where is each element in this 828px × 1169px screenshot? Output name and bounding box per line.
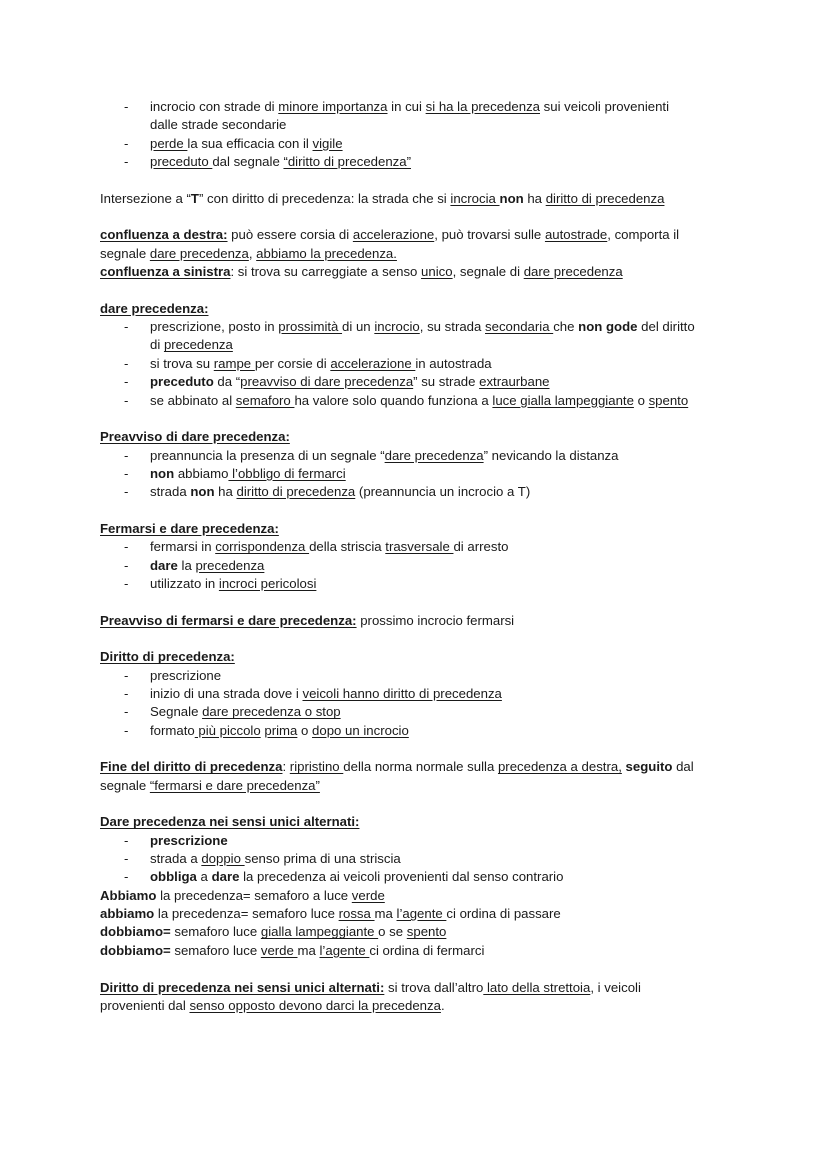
- text: ” nevicando la distanza: [483, 447, 619, 463]
- text: o: [297, 722, 313, 738]
- text: la sua efficacia con il: [187, 135, 313, 151]
- bullet-dash: -: [124, 154, 129, 170]
- underlined-text: l’obbligo di fermarci: [228, 465, 346, 481]
- text: di arresto: [453, 539, 509, 555]
- text: ha valore solo quando funziona a: [294, 392, 493, 408]
- underlined-text: prima: [264, 722, 298, 738]
- underlined-text: verde: [351, 887, 385, 903]
- heading-text: Diritto di precedenza:: [100, 649, 235, 665]
- text: la precedenza= semaforo luce: [154, 906, 339, 922]
- underlined-text: diritto di precedenza: [236, 484, 356, 500]
- underlined-text: senso opposto devono darci la precedenza: [189, 997, 441, 1013]
- bold-text: dare: [150, 557, 178, 573]
- bullet-dash: -: [124, 686, 129, 701]
- bullet-dash: -: [124, 99, 129, 114]
- bullet-dash: -: [124, 374, 129, 390]
- paragraph-line: [100, 997, 740, 1015]
- text: provenienti dal: [100, 997, 190, 1013]
- text: abbiamo: [174, 465, 229, 481]
- text: di: [150, 337, 164, 353]
- text: .: [440, 997, 445, 1013]
- bullet-item: [100, 868, 740, 886]
- text: si trova su: [150, 355, 214, 371]
- heading-text: Fermarsi e dare precedenza:: [100, 520, 279, 536]
- text: in cui: [387, 99, 426, 114]
- bold-text: prescrizione: [150, 832, 228, 848]
- underlined-text: incrocio: [374, 319, 420, 335]
- blank-line: [100, 208, 740, 226]
- underlined-text: dopo un incrocio: [312, 722, 409, 738]
- text: la precedenza= semaforo a luce: [156, 887, 352, 903]
- blank-line: [100, 740, 740, 758]
- text: dal segnale: [212, 154, 284, 170]
- underlined-text: dare precedenza: [523, 264, 623, 280]
- bullet-continuation: [100, 336, 740, 354]
- paragraph-line: [100, 923, 740, 941]
- text: del diritto: [637, 319, 695, 335]
- blank-line: [100, 630, 740, 648]
- underlined-text: “fermarsi e dare precedenza”: [149, 777, 320, 793]
- text: prescrizione, posto in: [150, 319, 279, 335]
- bullet-item: [100, 98, 740, 116]
- bullet-dash: -: [124, 851, 129, 867]
- bullet-item: [100, 447, 740, 465]
- text: la precedenza ai veicoli provenienti dal senso contrario: [239, 869, 564, 885]
- text: per corsie di: [254, 355, 331, 371]
- text: ci ordina di fermarci: [369, 942, 485, 958]
- paragraph-line: [100, 612, 740, 630]
- bullet-continuation: [100, 116, 740, 134]
- heading-text: Preavviso di fermarsi e dare precedenza:: [100, 612, 357, 628]
- text: incrocio con strade di: [150, 99, 279, 114]
- underlined-text: gialla lampeggiante: [260, 924, 379, 940]
- bold-text: non: [499, 190, 524, 206]
- paragraph-line: [100, 190, 740, 208]
- text: strada: [150, 484, 191, 500]
- paragraph-line: [100, 245, 740, 263]
- text: semaforo luce: [170, 924, 261, 940]
- underlined-text: accelerazione: [352, 227, 435, 243]
- text: :: [282, 759, 290, 775]
- paragraph-line: [100, 263, 740, 281]
- underlined-text: prossimità: [278, 319, 343, 335]
- bold-text: non gode: [578, 319, 638, 335]
- bold-text: seguito: [621, 759, 673, 775]
- bullet-dash: -: [124, 484, 129, 500]
- text: , segnale di: [452, 264, 524, 280]
- text: si trova dall’altro: [384, 979, 484, 995]
- heading-text: Preavviso di dare precedenza:: [100, 429, 290, 445]
- paragraph-line: [100, 887, 740, 905]
- underlined-text: perde: [150, 135, 188, 151]
- bold-text: obbliga: [150, 869, 197, 885]
- underlined-text: autostrade: [544, 227, 608, 243]
- text: dalle strade secondarie: [150, 117, 287, 133]
- underlined-text: accelerazione: [330, 355, 416, 371]
- bullet-dash: -: [124, 722, 129, 738]
- bullet-dash: -: [124, 869, 129, 885]
- text: in autostrada: [415, 355, 492, 371]
- bullet-item: [100, 135, 740, 153]
- bold-text: Abbiamo: [100, 887, 157, 903]
- underlined-text: lato della strettoia: [483, 979, 591, 995]
- bullet-item: [100, 355, 740, 373]
- blank-line: [100, 171, 740, 189]
- text: formato: [150, 722, 195, 738]
- underlined-text: l’agente: [396, 906, 447, 922]
- bullet-item: [100, 392, 740, 410]
- underlined-text: doppio: [201, 851, 245, 867]
- blank-line: [100, 410, 740, 428]
- text: , comporta il: [607, 227, 680, 243]
- blank-line: [100, 502, 740, 520]
- bold-text: T: [190, 190, 199, 206]
- text: ” su strade: [413, 374, 480, 390]
- heading-text: Fine del diritto di precedenza: [100, 759, 283, 775]
- text: (preannuncia un incrocio a T): [355, 484, 531, 500]
- bullet-dash: -: [124, 135, 129, 151]
- paragraph-line: [100, 226, 740, 244]
- paragraph-line: [100, 648, 740, 666]
- heading-text: Dare precedenza nei sensi unici alternati:: [100, 814, 360, 830]
- text: , i veicoli: [590, 979, 641, 995]
- blank-line: [100, 795, 740, 813]
- text: strada a: [150, 851, 202, 867]
- bullet-dash: -: [124, 447, 129, 463]
- blank-line: [100, 593, 740, 611]
- bullet-item: [100, 722, 740, 740]
- underlined-text: vigile: [312, 135, 343, 151]
- bullet-item: [100, 483, 740, 501]
- paragraph-line: [100, 520, 740, 538]
- bullet-dash: -: [124, 392, 129, 408]
- bold-text: abbiamo: [100, 906, 155, 922]
- paragraph-line: [100, 758, 740, 776]
- text: segnale: [100, 245, 150, 261]
- text: la: [177, 557, 196, 573]
- underlined-text: diritto di precedenza: [545, 190, 665, 206]
- underlined-text: abbiamo la precedenza.: [256, 245, 397, 261]
- text: semaforo luce: [170, 942, 261, 958]
- text: può essere corsia di: [227, 227, 353, 243]
- underlined-text: secondaria: [485, 319, 554, 335]
- paragraph-line: [100, 905, 740, 923]
- underlined-text: l’agente: [319, 942, 370, 958]
- underlined-text: verde: [260, 942, 298, 958]
- underlined-text: “diritto di precedenza”: [283, 154, 411, 170]
- text: se abbinato al: [150, 392, 236, 408]
- text: ha: [214, 484, 237, 500]
- underlined-text: precedenza: [163, 337, 233, 353]
- bullet-dash: -: [124, 704, 129, 720]
- text: ” con diritto di precedenza: la strada che si: [198, 190, 451, 206]
- bullet-dash: -: [124, 557, 129, 573]
- bold-text: non: [190, 484, 215, 500]
- bold-text: dobbiamo=: [100, 924, 171, 940]
- underlined-text: precedenza a destra,: [497, 759, 622, 775]
- document-page: [100, 98, 740, 1015]
- text: ci ordina di passare: [446, 906, 561, 922]
- bullet-dash: -: [124, 539, 129, 555]
- text: della striscia: [309, 539, 386, 555]
- bullet-item: [100, 575, 740, 593]
- bullet-item: [100, 538, 740, 556]
- underlined-text: spento: [406, 924, 447, 940]
- underlined-text: dare precedenza: [384, 447, 484, 463]
- text: da “: [213, 374, 241, 390]
- text: , può trovarsi sulle: [434, 227, 545, 243]
- bold-text: preceduto: [150, 374, 214, 390]
- text: prescrizione: [150, 667, 222, 683]
- bullet-item: [100, 557, 740, 575]
- bullet-dash: -: [124, 355, 129, 371]
- underlined-text: preceduto: [150, 154, 213, 170]
- text: dal: [672, 759, 694, 775]
- paragraph-line: [100, 813, 740, 831]
- text: Segnale: [150, 704, 203, 720]
- text: senso prima di una striscia: [244, 851, 401, 867]
- bullet-item: [100, 465, 740, 483]
- bullet-item: [100, 667, 740, 685]
- bullet-item: [100, 153, 740, 171]
- text: : si trova su carreggiate a senso: [230, 264, 422, 280]
- underlined-text: semaforo: [235, 392, 295, 408]
- bullet-dash: -: [124, 832, 129, 848]
- bold-text: non: [150, 465, 175, 481]
- text: che: [553, 319, 579, 335]
- heading-text: confluenza a sinistra: [100, 264, 231, 280]
- text: ma: [297, 942, 320, 958]
- text: , su strada: [419, 319, 486, 335]
- underlined-text: unico: [421, 264, 453, 280]
- text: Intersezione a “: [100, 190, 191, 206]
- text: o: [633, 392, 649, 408]
- bold-text: dobbiamo=: [100, 942, 171, 958]
- underlined-text: extraurbane: [479, 374, 550, 390]
- bullet-dash: -: [124, 667, 129, 683]
- underlined-text: trasversale: [385, 539, 454, 555]
- text: sui veicoli provenienti: [540, 99, 670, 114]
- underlined-text: rossa: [338, 906, 375, 922]
- text: ,: [248, 245, 257, 261]
- text: ma: [374, 906, 397, 922]
- text: ha: [523, 190, 546, 206]
- bullet-item: [100, 850, 740, 868]
- underlined-text: luce gialla lampeggiante: [492, 392, 634, 408]
- bullet-item: [100, 373, 740, 391]
- underlined-text: dare precedenza: [149, 245, 249, 261]
- text: a: [196, 869, 212, 885]
- underlined-text: corrispondenza: [215, 539, 310, 555]
- underlined-text: dare precedenza o stop: [202, 704, 341, 720]
- paragraph-line: [100, 979, 740, 997]
- underlined-text: più piccolo: [194, 722, 261, 738]
- blank-line: [100, 960, 740, 978]
- bullet-item: [100, 318, 740, 336]
- blank-line: [100, 281, 740, 299]
- underlined-text: rampe: [213, 355, 255, 371]
- paragraph-line: [100, 428, 740, 446]
- bold-text: dare: [211, 869, 240, 885]
- text: inizio di una strada dove i: [150, 686, 303, 701]
- underlined-text: veicoli hanno diritto di precedenza: [302, 686, 502, 701]
- text: prossimo incrocio fermarsi: [356, 612, 515, 628]
- underlined-text: ripristino: [289, 759, 344, 775]
- text: preannuncia la presenza di un segnale “: [150, 447, 385, 463]
- bullet-dash: -: [124, 465, 129, 481]
- underlined-text: incroci pericolosi: [218, 575, 317, 591]
- underlined-text: preavviso di dare precedenza: [240, 374, 414, 390]
- text: utilizzato in: [150, 575, 219, 591]
- text: fermarsi in: [150, 539, 216, 555]
- paragraph-line: [100, 777, 740, 795]
- text: della norma normale sulla: [343, 759, 498, 775]
- text: di un: [342, 319, 375, 335]
- heading-text: Diritto di precedenza nei sensi unici alternati:: [100, 979, 385, 995]
- text: o se: [378, 924, 407, 940]
- heading-text: confluenza a destra:: [100, 227, 228, 243]
- paragraph-line: [100, 300, 740, 318]
- text: segnale: [100, 777, 150, 793]
- bullet-dash: -: [124, 575, 129, 591]
- bullet-item: [100, 832, 740, 850]
- heading-text: dare precedenza:: [100, 300, 209, 316]
- underlined-text: si ha la precedenza: [425, 99, 540, 114]
- bullet-dash: -: [124, 319, 129, 335]
- underlined-text: precedenza: [195, 557, 265, 573]
- bullet-item: [100, 703, 740, 721]
- bullet-item: [100, 685, 740, 703]
- paragraph-line: [100, 942, 740, 960]
- underlined-text: minore importanza: [278, 99, 388, 114]
- underlined-text: spento: [648, 392, 689, 408]
- underlined-text: incrocia: [450, 190, 500, 206]
